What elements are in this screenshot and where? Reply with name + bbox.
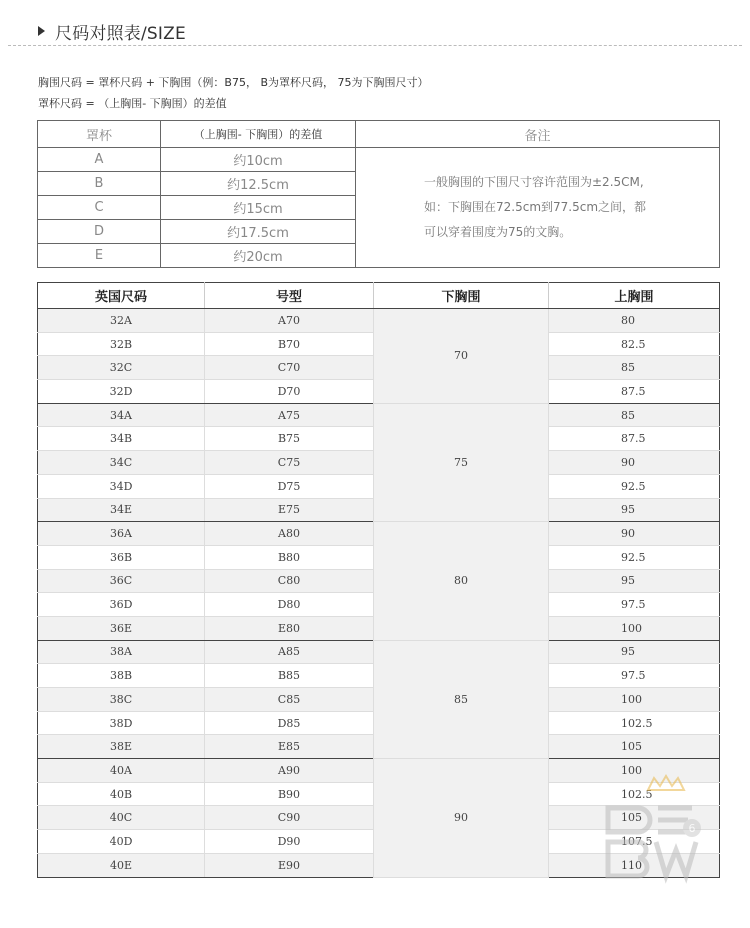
note-line: 一般胸围的下围尺寸容许范围为±2.5CM,	[424, 175, 644, 189]
formula-line-2: 罩杯尺码 = （上胸围- 下胸围）的差值	[38, 97, 227, 110]
overbust-cell: 100	[549, 616, 720, 640]
overbust-cell: 82.5	[549, 332, 720, 356]
cup-cell: B	[38, 172, 161, 196]
uk-size-cell: 32D	[38, 380, 205, 404]
uk-size-cell: 34E	[38, 498, 205, 522]
size-type-cell: B80	[205, 545, 374, 569]
cup-cell: E	[38, 244, 161, 268]
uk-size-cell: 38A	[38, 640, 205, 664]
size-type-cell: E80	[205, 616, 374, 640]
size-type-cell: A80	[205, 522, 374, 546]
overbust-cell: 107.5	[549, 830, 720, 854]
size-type-cell: C70	[205, 356, 374, 380]
overbust-cell: 97.5	[549, 664, 720, 688]
uk-size-cell: 40C	[38, 806, 205, 830]
uk-size-cell: 32B	[38, 332, 205, 356]
size-type-cell: C80	[205, 569, 374, 593]
size-type-cell: A70	[205, 309, 374, 333]
overbust-cell: 80	[549, 309, 720, 333]
uk-size-cell: 36D	[38, 593, 205, 617]
size-type-cell: E75	[205, 498, 374, 522]
size-type-cell: D80	[205, 593, 374, 617]
note-line: 如：下胸围在72.5cm到77.5cm之间，都	[424, 200, 647, 214]
cup-row	[38, 148, 720, 172]
cup-cell: A	[38, 148, 161, 172]
uk-size-cell: 38E	[38, 735, 205, 759]
uk-size-cell: 38C	[38, 688, 205, 712]
diff-cell: 约10cm	[161, 148, 356, 172]
underbust-cell: 70	[374, 309, 549, 404]
size-type-cell: D75	[205, 474, 374, 498]
watermark-logo-icon	[600, 770, 728, 888]
size-type-cell: A75	[205, 403, 374, 427]
overbust-cell: 100	[549, 759, 720, 783]
overbust-cell: 95	[549, 640, 720, 664]
size-type-cell: B85	[205, 664, 374, 688]
uk-size-cell: 32C	[38, 356, 205, 380]
cup-table	[37, 120, 720, 268]
cup-table-header	[38, 121, 720, 148]
table-row	[38, 309, 720, 333]
uk-size-header: 英国尺码	[38, 283, 205, 309]
underbust-cell: 75	[374, 403, 549, 521]
overbust-cell: 92.5	[549, 545, 720, 569]
size-table-header	[38, 283, 720, 309]
cup-cell: D	[38, 220, 161, 244]
diff-cell: 约20cm	[161, 244, 356, 268]
overbust-cell: 85	[549, 356, 720, 380]
overbust-cell: 92.5	[549, 474, 720, 498]
underbust-header: 下胸围	[374, 283, 549, 309]
overbust-header: 上胸围	[549, 283, 720, 309]
uk-size-cell: 36A	[38, 522, 205, 546]
overbust-cell: 90	[549, 522, 720, 546]
overbust-cell: 105	[549, 806, 720, 830]
size-type-cell: D70	[205, 380, 374, 404]
uk-size-cell: 38D	[38, 711, 205, 735]
diff-cell: 约17.5cm	[161, 220, 356, 244]
size-type-header: 号型	[205, 283, 374, 309]
uk-size-cell: 34C	[38, 451, 205, 475]
uk-size-cell: 38B	[38, 664, 205, 688]
overbust-cell: 102.5	[549, 711, 720, 735]
size-type-cell: B75	[205, 427, 374, 451]
uk-size-cell: 34D	[38, 474, 205, 498]
overbust-cell: 95	[549, 498, 720, 522]
note-cell	[356, 148, 720, 268]
uk-size-cell: 40D	[38, 830, 205, 854]
size-type-cell: C75	[205, 451, 374, 475]
cup-cell: C	[38, 196, 161, 220]
uk-size-cell: 36C	[38, 569, 205, 593]
page-title: 尺码对照表/SIZE	[55, 23, 186, 44]
section-header	[38, 18, 186, 44]
size-type-cell: C90	[205, 806, 374, 830]
size-type-cell: A85	[205, 640, 374, 664]
uk-size-cell: 36E	[38, 616, 205, 640]
table-row	[38, 640, 720, 664]
uk-size-cell: 40B	[38, 782, 205, 806]
size-type-cell: E85	[205, 735, 374, 759]
overbust-cell: 87.5	[549, 380, 720, 404]
uk-size-cell: 34B	[38, 427, 205, 451]
overbust-cell: 110	[549, 853, 720, 877]
overbust-cell: 87.5	[549, 427, 720, 451]
underbust-cell: 85	[374, 640, 549, 758]
diff-cell: 约12.5cm	[161, 172, 356, 196]
diff-header: （上胸围- 下胸围）的差值	[161, 121, 356, 148]
overbust-cell: 100	[549, 688, 720, 712]
overbust-cell: 102.5	[549, 782, 720, 806]
uk-size-cell: 36B	[38, 545, 205, 569]
size-type-cell: C85	[205, 688, 374, 712]
triangle-bullet-icon	[38, 26, 45, 36]
table-row	[38, 403, 720, 427]
overbust-cell: 90	[549, 451, 720, 475]
underbust-cell: 90	[374, 759, 549, 877]
uk-size-cell: 40A	[38, 759, 205, 783]
watermark-badge: 6	[688, 822, 696, 835]
size-type-cell: B90	[205, 782, 374, 806]
table-row	[38, 522, 720, 546]
size-type-cell: E90	[205, 853, 374, 877]
uk-size-cell: 34A	[38, 403, 205, 427]
cup-header: 罩杯	[38, 121, 161, 148]
formula-line-1: 胸围尺码 = 罩杯尺码 + 下胸围（例：B75， B为罩杯尺码， 75为下胸围尺寸）	[38, 76, 429, 89]
note-header: 备注	[356, 121, 720, 148]
size-type-cell: B70	[205, 332, 374, 356]
overbust-cell: 105	[549, 735, 720, 759]
overbust-cell: 97.5	[549, 593, 720, 617]
diff-cell: 约15cm	[161, 196, 356, 220]
note-line: 可以穿着围度为75的文胸。	[424, 225, 572, 239]
uk-size-cell: 32A	[38, 309, 205, 333]
size-type-cell: D90	[205, 830, 374, 854]
dashed-divider	[8, 45, 742, 46]
size-type-cell: D85	[205, 711, 374, 735]
uk-size-cell: 40E	[38, 853, 205, 877]
overbust-cell: 95	[549, 569, 720, 593]
size-type-cell: A90	[205, 759, 374, 783]
overbust-cell: 85	[549, 403, 720, 427]
underbust-cell: 80	[374, 522, 549, 640]
